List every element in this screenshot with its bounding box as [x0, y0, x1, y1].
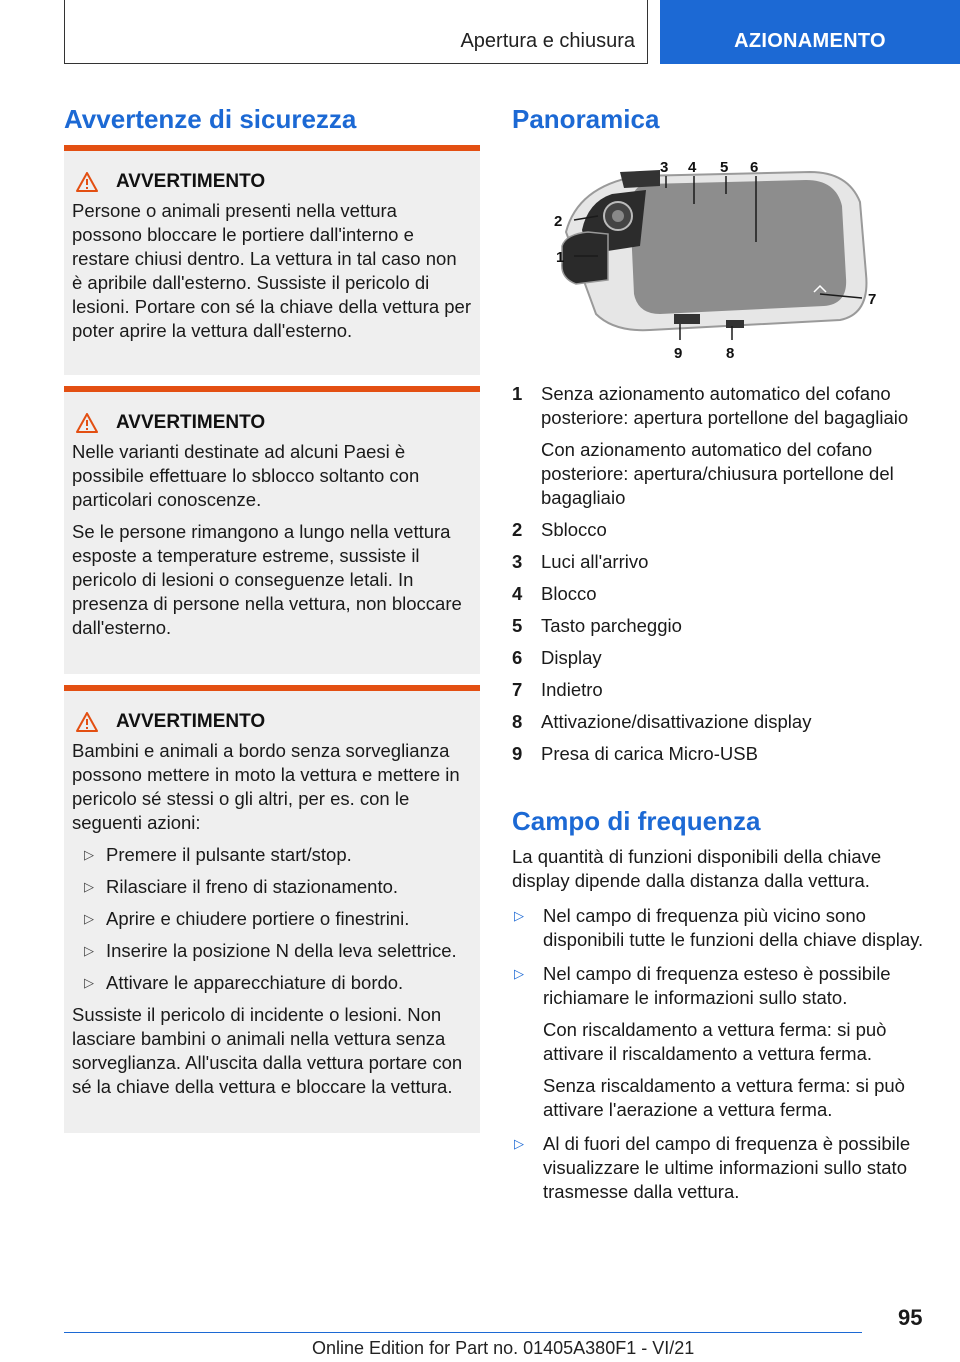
header-chapter-title: AZIONAMENTO	[734, 30, 886, 52]
legend-number: 1	[512, 383, 523, 404]
figure-callout-5: 5	[720, 159, 729, 176]
figure-callout-6: 6	[750, 159, 759, 176]
warning-triangle-icon	[76, 413, 98, 433]
legend-text: Tasto parcheggio	[541, 615, 682, 636]
warning-text: Se le persone rimangono a lungo nella vettura esposte a temperature estreme, sussiste il pericolo di lesioni o conseguenze letali. In presenza di persone nella vettura, non bloccare dall'esterno.	[72, 521, 462, 638]
legend-text: Blocco	[541, 583, 597, 604]
list-item: ▷ Rilasciare il freno di stazionamento.	[84, 876, 399, 897]
warning-header	[72, 171, 472, 193]
page-number: 95	[898, 1305, 923, 1330]
legend-text: Con azionamento automatico del cofano posteriore: apertura/chiusura portellone del bagagliaio	[541, 439, 894, 508]
frequency-list	[512, 904, 932, 1214]
warning-label: AVVERTIMENTO	[116, 171, 266, 192]
warning-text: Sussiste il pericolo di incidente o lesioni. Non lasciare bambini o animali nella vettura senza sorveglianza. All'uscita dalla vettura portare con sé la chiave della vettura e bloccare la vettura.	[72, 1004, 463, 1097]
footer-divider	[64, 1332, 862, 1333]
right-section-title: Panoramica	[512, 104, 660, 134]
bullet-triangle-icon: ▷	[84, 847, 94, 862]
legend-item: 8 Attivazione/disattivazione display	[512, 711, 812, 732]
warning-triangle-icon	[76, 712, 98, 732]
warning-text: Bambini e animali a bordo senza sorveglianza possono mettere in moto la vettura e mettere in pericolo sé stessi o gli altri, per es. con le seguenti azioni:	[72, 740, 460, 833]
warning-triangle-icon	[76, 172, 98, 192]
frequency-section-title: Campo di frequenza	[512, 806, 761, 836]
header-section-title: Apertura e chiusura	[460, 30, 635, 52]
warning-box-3	[64, 685, 480, 1133]
legend-item: 2 Sblocco	[512, 519, 607, 540]
warning-action-list	[72, 843, 472, 995]
legend-item: 4 Blocco	[512, 583, 597, 604]
legend-item: 9 Presa di carica Micro-USB	[512, 743, 758, 764]
legend-item: 7 Indietro	[512, 679, 603, 700]
bullet-triangle-icon: ▷	[84, 879, 94, 894]
legend-item: 6 Display	[512, 647, 602, 668]
list-item: ▷ Al di fuori del campo di frequenza è possibile visualizzare le ultime informazioni sullo stato trasmesse dalla vettura.	[514, 1133, 911, 1202]
warning-text: Persone o animali presenti nella vettura possono bloccare le portiere dall'interno e restare chiusi dentro. La vettura in tal caso non è apribile dall'esterno. Sussiste il pericolo di lesioni. Portare con sé la chiave della vettura per poter aprire la vettura dall'esterno.	[72, 200, 471, 341]
left-section-title: Avvertenze di sicurezza	[64, 104, 357, 134]
list-item: ▷ Attivare le apparecchiature di bordo.	[84, 972, 404, 993]
display-key-figure	[548, 154, 888, 366]
list-item: ▷ Premere il pulsante start/stop.	[84, 844, 352, 865]
footer-edition: Online Edition for Part no. 01405A380F1 - VI/21	[312, 1338, 695, 1358]
bullet-triangle-icon: ▷	[514, 908, 524, 923]
list-item: ▷ Nel campo di frequenza esteso è possibile richiamare le informazioni sullo stato. Con riscaldamento a vettura ferma: si può attivare il riscaldamento a vettura ferma. Senza riscaldamento a vettura ferma: si può attivare l'aerazione a vettura ferma.	[514, 963, 905, 1120]
frequency-intro: La quantità di funzioni disponibili della chiave display dipende dalla distanza dalla vettura.	[512, 846, 882, 891]
legend-item: 3 Luci all'arrivo	[512, 551, 649, 572]
figure-callout-9: 9	[674, 345, 683, 362]
figure-legend	[512, 382, 932, 774]
list-item: ▷ Aprire e chiudere portiere o finestrini.	[84, 908, 410, 929]
list-item: ▷ Nel campo di frequenza più vicino sono disponibili tutte le funzioni della chiave display.	[514, 905, 924, 950]
figure-callout-1: 1	[556, 249, 565, 266]
legend-text: Senza azionamento automatico del cofano posteriore: apertura portellone del bagagliaio	[541, 383, 909, 428]
header-chapter-tab	[660, 0, 960, 64]
legend-item	[512, 382, 932, 510]
bullet-triangle-icon: ▷	[84, 911, 94, 926]
warning-label: AVVERTIMENTO	[116, 412, 266, 433]
legend-text: Indietro	[541, 679, 603, 700]
figure-callout-8: 8	[726, 345, 735, 362]
bullet-triangle-icon: ▷	[84, 975, 94, 990]
legend-text: Sblocco	[541, 519, 607, 540]
warning-header	[72, 711, 472, 733]
legend-text: Luci all'arrivo	[541, 551, 649, 572]
warning-header	[72, 412, 472, 434]
list-item: ▷ Inserire la posizione N della leva selettrice.	[84, 940, 457, 961]
legend-text: Attivazione/disattivazione display	[541, 711, 812, 732]
warning-text: Nelle varianti destinate ad alcuni Paesi è possibile effettuare lo sblocco soltanto con particolari conoscenze.	[72, 441, 420, 510]
warning-box-1	[64, 145, 480, 375]
warning-label: AVVERTIMENTO	[116, 711, 266, 732]
figure-callout-4: 4	[688, 159, 697, 176]
legend-item: 5 Tasto parcheggio	[512, 615, 682, 636]
legend-text: Display	[541, 647, 602, 668]
header-section-box	[64, 0, 648, 64]
figure-callout-7: 7	[868, 291, 877, 308]
bullet-triangle-icon: ▷	[84, 943, 94, 958]
figure-callout-3: 3	[660, 159, 669, 176]
legend-text: Presa di carica Micro-USB	[541, 743, 758, 764]
bullet-triangle-icon: ▷	[514, 1136, 524, 1151]
warning-box-2	[64, 386, 480, 674]
figure-callout-2: 2	[554, 213, 563, 230]
bullet-triangle-icon: ▷	[514, 966, 524, 981]
